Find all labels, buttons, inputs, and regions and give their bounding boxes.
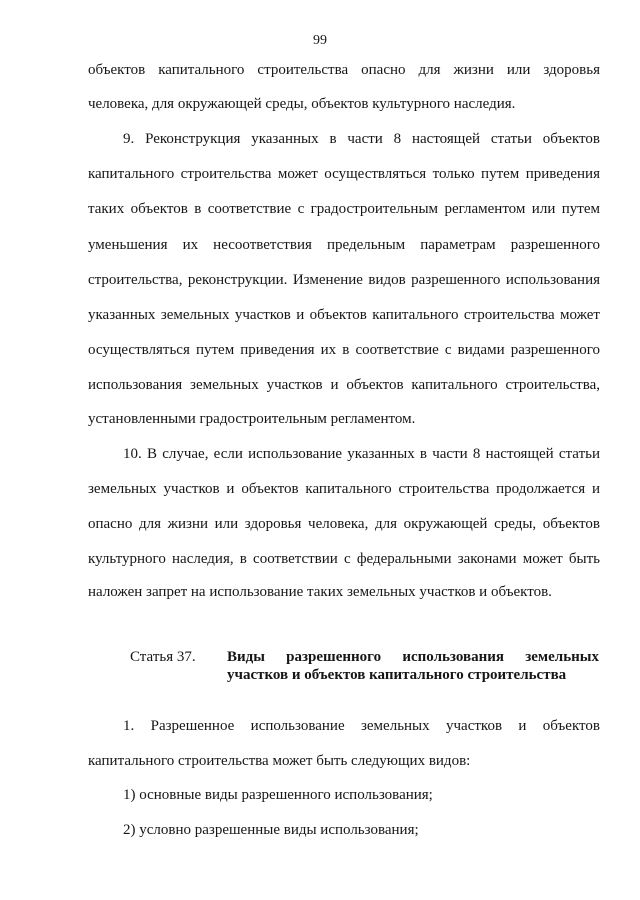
page-number: 99 — [313, 33, 327, 48]
article-title-line: Виды разрешенного использования земельных — [227, 649, 599, 665]
article-number: Статья 37. — [130, 649, 196, 665]
paragraph-9-line: 9. Реконструкция указанных в части 8 настоящей статьи объектов — [123, 131, 600, 147]
paragraph-9-line: уменьшения их несоответствия предельным параметрам разрешенного — [88, 237, 600, 253]
article-paragraph-line: 1. Разрешенное использование земельных участков и объектов — [123, 718, 600, 734]
paragraph-9-line: установленными градостроительным регламентом. — [88, 411, 416, 427]
paragraph-9-line: осуществляться путем приведения их в соответствие с видами разрешенного — [88, 342, 600, 358]
text-line: человека, для окружающей среды, объектов культурного наследия. — [88, 96, 516, 112]
paragraph-10-line: земельных участков и объектов капитального строительства продолжается и — [88, 481, 600, 497]
paragraph-10-line: опасно для жизни или здоровья человека, для окружающей среды, объектов — [88, 516, 600, 532]
paragraph-10-line: 10. В случае, если использование указанных в части 8 настоящей статьи — [123, 446, 600, 462]
paragraph-9-line: таких объектов в соответствие с градостроительным регламентом или путем — [88, 201, 600, 217]
article-title — [227, 648, 599, 684]
list-item: 2) условно разрешенные виды использования; — [123, 822, 419, 838]
article-title-line: участков и объектов капитального строительства — [227, 667, 567, 683]
article-paragraph-line: капитального строительства может быть следующих видов: — [88, 753, 471, 769]
paragraph-10-line: культурного наследия, в соответствии с федеральными законами может быть — [88, 551, 600, 567]
list-item: 1) основные виды разрешенного использования; — [123, 787, 433, 803]
text-line: объектов капитального строительства опасно для жизни или здоровья — [88, 62, 600, 78]
paragraph-10-line: наложен запрет на использование таких земельных участков и объектов. — [88, 584, 552, 600]
paragraph-9-line: указанных земельных участков и объектов капитального строительства может — [88, 307, 600, 323]
paragraph-9-line: строительства, реконструкции. Изменение видов разрешенного использования — [88, 272, 600, 288]
paragraph-9-line: использования земельных участков и объектов капитального строительства, — [88, 377, 600, 393]
paragraph-9-line: капитального строительства может осуществляться только путем приведения — [88, 166, 600, 182]
